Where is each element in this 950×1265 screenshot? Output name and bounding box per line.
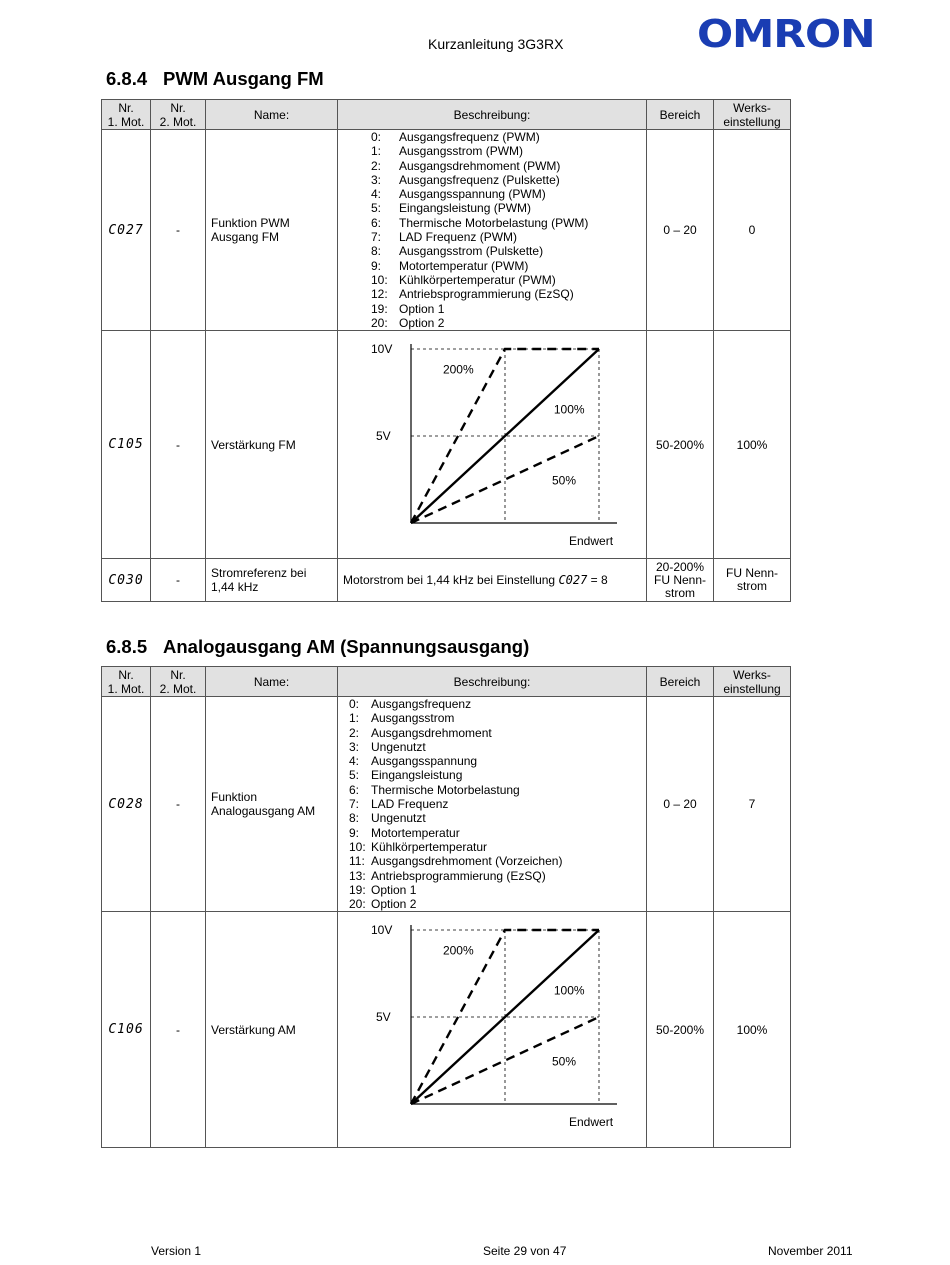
omron-logo: OMRON: [697, 12, 875, 56]
document-header-title: Kurzanleitung 3G3RX: [428, 36, 564, 52]
y-tick-label: 10V: [371, 923, 393, 938]
param-name: Verstärkung AM: [206, 912, 338, 1148]
table-row: [102, 912, 791, 1148]
option-number: 19:: [349, 882, 366, 897]
header-nr1: Nr. 1. Mot.: [102, 667, 151, 697]
parameter-table-pwm: [101, 99, 791, 602]
option-item: [349, 768, 641, 782]
option-number: 6:: [349, 782, 360, 797]
param-code: C105: [102, 331, 151, 559]
option-label: Eingangsleistung (PWM): [399, 201, 532, 216]
param-code-motor2: -: [151, 331, 206, 559]
option-label: Eingangsleistung: [371, 768, 463, 783]
param-description: [338, 697, 647, 912]
header-name: Name:: [206, 100, 338, 130]
option-list: [371, 130, 641, 330]
param-code: C028: [102, 697, 151, 912]
param-code-motor2: -: [151, 130, 206, 331]
header-description: Beschreibung:: [338, 667, 647, 697]
option-item: [349, 811, 641, 825]
param-description: [338, 130, 647, 331]
param-default: 7: [714, 697, 791, 912]
param-name: Stromreferenz bei 1,44 kHz: [206, 559, 338, 602]
y-tick-label: 10V: [371, 342, 393, 357]
description-code: C027: [558, 573, 588, 588]
section-heading-analog: [106, 636, 529, 658]
header-name: Name:: [206, 667, 338, 697]
option-item: [371, 130, 641, 144]
option-label: Option 2: [399, 315, 445, 330]
option-number: 11:: [349, 854, 365, 869]
option-label: Antriebsprogrammierung (EzSQ): [371, 868, 546, 883]
option-item: [349, 697, 641, 711]
option-number: 0:: [349, 697, 360, 711]
param-name: Funktion Analogausgang AM: [206, 697, 338, 912]
option-number: 0:: [371, 130, 382, 144]
option-number: 3:: [349, 739, 360, 754]
series-label: 100%: [553, 983, 585, 998]
param-default: 0: [714, 130, 791, 331]
option-number: 8:: [349, 811, 360, 826]
option-label: Kühlkörpertemperatur: [371, 839, 488, 854]
option-label: Ausgangsfrequenz: [371, 697, 472, 711]
option-item: [349, 826, 641, 840]
table-header-row: [102, 667, 791, 697]
option-number: 20:: [371, 315, 388, 330]
option-label: Option 1: [399, 301, 445, 316]
option-label: Ausgangsspannung (PWM): [399, 187, 546, 202]
option-label: LAD Frequenz: [371, 797, 449, 812]
option-number: 1:: [371, 144, 382, 159]
description-suffix: = 8: [587, 573, 608, 588]
option-label: Ausgangsstrom: [371, 711, 455, 726]
option-number: 1:: [349, 711, 360, 726]
option-number: 7:: [349, 797, 360, 812]
option-label: Ungenutzt: [371, 739, 426, 754]
param-range: 20-200% FU Nenn- strom: [647, 559, 714, 602]
param-description: [338, 912, 647, 1148]
table-row: [102, 559, 791, 602]
section-number: 6.8.5: [106, 636, 148, 657]
section-heading-pwm: [106, 68, 324, 90]
option-item: [349, 897, 641, 911]
param-description: [338, 331, 647, 559]
param-code: C106: [102, 912, 151, 1148]
header-range: Bereich: [647, 100, 714, 130]
option-item: [349, 854, 641, 868]
section-title: PWM Ausgang FM: [163, 68, 324, 89]
option-list: [349, 697, 641, 911]
option-item: [349, 797, 641, 811]
option-number: 2:: [349, 725, 360, 740]
option-number: 7:: [371, 230, 382, 245]
option-label: Ausgangsstrom (PWM): [399, 144, 524, 159]
option-item: [371, 287, 641, 301]
section-number: 6.8.4: [106, 68, 148, 89]
series-label: 100%: [553, 402, 585, 417]
option-item: [349, 711, 641, 725]
param-range: 50-200%: [647, 331, 714, 559]
option-item: [371, 230, 641, 244]
option-item: [371, 173, 641, 187]
param-code-motor2: -: [151, 697, 206, 912]
x-axis-label: Endwert: [569, 1115, 614, 1130]
param-name: Funktion PWM Ausgang FM: [206, 130, 338, 331]
gain-chart: [338, 912, 647, 1144]
param-code-motor2: -: [151, 559, 206, 602]
option-number: 10:: [349, 839, 366, 854]
header-default: Werks- einstellung: [714, 100, 791, 130]
option-item: [371, 144, 641, 158]
footer-date: November 2011: [768, 1244, 853, 1258]
option-number: 10:: [371, 272, 388, 287]
option-label: Option 1: [371, 882, 417, 897]
option-item: [349, 869, 641, 883]
option-label: LAD Frequenz (PWM): [399, 230, 518, 245]
option-label: Ausgangsfrequenz (PWM): [399, 130, 540, 144]
option-number: 19:: [371, 301, 388, 316]
header-description: Beschreibung:: [338, 100, 647, 130]
option-number: 9:: [349, 825, 360, 840]
header-default: Werks- einstellung: [714, 667, 791, 697]
description-text: Motorstrom bei 1,44 kHz bei Einstellung: [343, 573, 559, 588]
series-label: 50%: [552, 473, 577, 488]
option-number: 4:: [371, 187, 382, 202]
option-label: Ausgangsspannung: [371, 754, 478, 769]
table-row: [102, 697, 791, 912]
header-nr2: Nr. 2. Mot.: [151, 100, 206, 130]
option-item: [371, 244, 641, 258]
option-label: Ausgangsdrehmoment: [371, 725, 492, 740]
table-row: [102, 130, 791, 331]
option-item: [349, 840, 641, 854]
param-default: 100%: [714, 912, 791, 1148]
series-label: 200%: [442, 943, 474, 958]
gain-chart: [338, 331, 647, 555]
option-label: Motortemperatur (PWM): [399, 258, 529, 273]
param-name: Verstärkung FM: [206, 331, 338, 559]
option-label: Ungenutzt: [371, 811, 426, 826]
footer-page-number: Seite 29 von 47: [483, 1244, 567, 1258]
param-code: C027: [102, 130, 151, 331]
option-item: [349, 726, 641, 740]
series-label: 50%: [552, 1055, 577, 1070]
option-number: 8:: [371, 244, 382, 259]
table-header-row: [102, 100, 791, 130]
series-label: 200%: [442, 362, 474, 377]
option-number: 12:: [371, 287, 388, 302]
param-default: FU Nenn- strom: [714, 559, 791, 602]
header-nr1: Nr. 1. Mot.: [102, 100, 151, 130]
option-label: Option 2: [371, 897, 417, 912]
option-label: Thermische Motorbelastung: [371, 782, 520, 797]
option-item: [371, 302, 641, 316]
option-number: 5:: [371, 201, 382, 216]
option-label: Thermische Motorbelastung (PWM): [399, 215, 589, 230]
param-range: 0 – 20: [647, 697, 714, 912]
y-tick-label: 5V: [376, 1010, 391, 1025]
option-label: Ausgangsdrehmoment (Vorzeichen): [371, 854, 563, 869]
section-title: Analogausgang AM (Spannungsausgang): [163, 636, 530, 657]
option-number: 6:: [371, 215, 382, 230]
option-item: [371, 159, 641, 173]
header-nr2: Nr. 2. Mot.: [151, 667, 206, 697]
y-tick-label: 5V: [376, 429, 391, 444]
option-item: [371, 316, 641, 330]
option-item: [371, 201, 641, 215]
option-item: [349, 883, 641, 897]
param-description: [338, 559, 647, 602]
option-item: [349, 783, 641, 797]
param-range: 0 – 20: [647, 130, 714, 331]
footer-version: Version 1: [151, 1244, 202, 1258]
option-label: Antriebsprogrammierung (EzSQ): [399, 287, 574, 302]
header-range: Bereich: [647, 667, 714, 697]
param-default: 100%: [714, 331, 791, 559]
option-item: [371, 273, 641, 287]
option-item: [371, 216, 641, 230]
option-item: [371, 187, 641, 201]
option-label: Ausgangsfrequenz (Pulskette): [399, 172, 560, 187]
option-number: 9:: [371, 258, 382, 273]
option-label: Ausgangsstrom (Pulskette): [399, 244, 544, 259]
x-axis-label: Endwert: [569, 534, 614, 549]
option-number: 20:: [349, 897, 366, 912]
option-item: [349, 740, 641, 754]
param-code-motor2: -: [151, 912, 206, 1148]
option-number: 4:: [349, 754, 360, 769]
option-number: 3:: [371, 172, 382, 187]
param-range: 50-200%: [647, 912, 714, 1148]
table-row: [102, 331, 791, 559]
option-number: 5:: [349, 768, 360, 783]
option-label: Ausgangsdrehmoment (PWM): [399, 158, 561, 173]
option-item: [371, 259, 641, 273]
option-label: Motortemperatur: [371, 825, 460, 840]
option-number: 2:: [371, 158, 382, 173]
parameter-table-analog: [101, 666, 791, 1148]
option-number: 13:: [349, 868, 366, 883]
option-item: [349, 754, 641, 768]
param-code: C030: [102, 559, 151, 602]
option-label: Kühlkörpertemperatur (PWM): [399, 272, 556, 287]
